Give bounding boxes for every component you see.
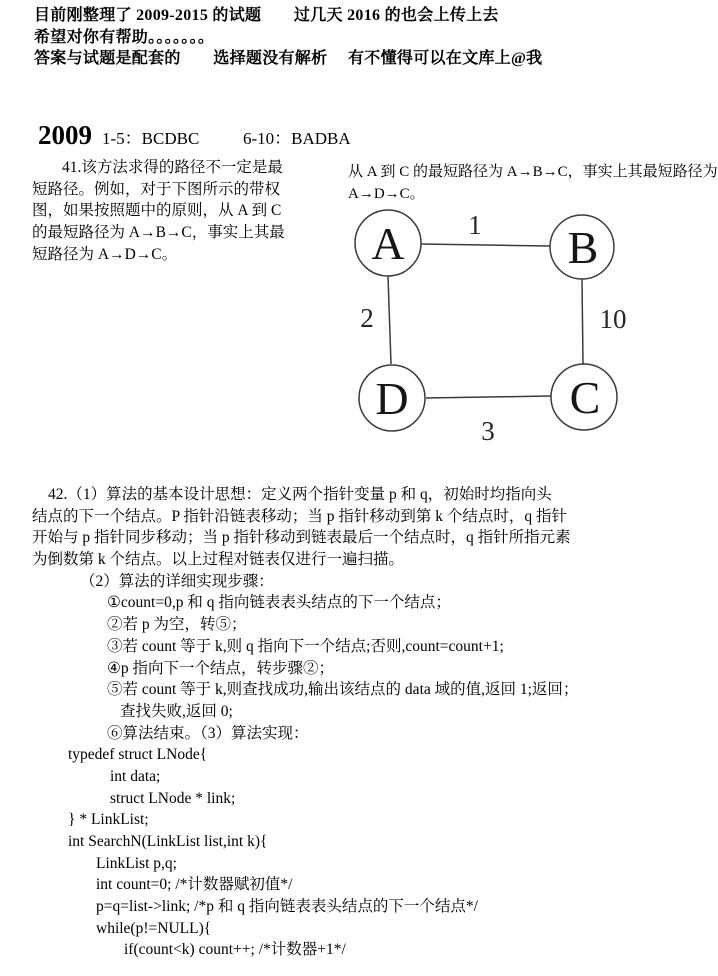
answer-key-year: 2009 [38,120,92,150]
question42-step-line: ③若 count 等于 k,则 q 指向下一个结点;否则,count=count+1; [107,637,504,655]
question42-line: 开始与 p 指针同步移动；当 p 指针移动到链表最后一个结点时，q 指针所指元素 [32,529,571,547]
side-note-line: A→D→C。 [348,186,425,202]
question42-section [32,484,700,961]
weighted-graph-figure [346,206,646,451]
side-note-line: 从 A 到 C 的最短路径为 A→B→C，事实上其最短路径为 [348,164,718,180]
question41-line: 图，如果按照题中的原则，从 A 到 C [32,202,282,220]
graph-node-a-label: A [371,218,405,269]
question42-step-line: 查找失败,返回 0; [120,702,233,720]
question42-step-line: ④p 指向下一个结点，转步骤②； [107,659,335,677]
question41-line: 的最短路径为 A→B→C，事实上其最 [32,224,285,242]
edge-weight-dc: 3 [481,416,495,446]
header-note-line: 希望对你有帮助。。。。。。。 [34,28,215,46]
graph-edge-bc [582,279,583,364]
edge-weight-bc: 10 [599,304,627,334]
header-note-line: 答案与试题是配套的 选择题没有解析 有不懂得可以在文库上@我 [34,50,543,68]
question42-code-line: int SearchN(LinkList list,int k){ [68,833,268,850]
answer-key-1-5: 1-5：BCDBC [102,129,200,148]
graph-edge-ad [388,276,391,364]
question41-line: 41.该方法求得的路径不一定是最 [62,159,283,176]
question42-code-line: struct LNode * link; [110,789,236,807]
question42-code-line: int count=0; /*计数器赋初值*/ [96,876,293,894]
graph-edge-ab [421,244,550,246]
question42-code-line: LinkList p,q; [96,854,177,872]
question42-line: 结点的下一个结点。P 指针沿链表移动；当 p 指针移动到第 k 个结点时，q 指针 [32,507,568,525]
question42-code-line: while(p!=NULL){ [96,919,212,937]
graph-node-c-label: C [569,372,601,423]
question42-code-line: int data; [110,767,161,785]
question42-line: （2）算法的详细实现步骤： [80,572,274,590]
header-note-line: 目前刚整理了 2009-2015 的试题 过几天 2016 的也会上传上去 [34,7,499,24]
graph-edge-dc [426,396,551,398]
question42-step-line: ⑥算法结束。（3）算法实现： [107,724,309,742]
question42-line: 42.（1）算法的基本设计思想：定义两个指针变量 p 和 q，初始时均指向头 [48,486,552,503]
question41-paragraph [32,157,350,265]
question41-line: 短路径。例如，对于下图所示的带权 [32,180,281,198]
question41-side-note [348,161,716,205]
question42-code-line: } * LinkList; [68,811,149,829]
question42-step-line: ⑤若 count 等于 k,则查找成功,输出该结点的 data 域的值,返回 1;返回； [107,681,579,699]
edge-weight-ad: 2 [360,303,374,333]
edge-weight-ab: 1 [468,210,482,240]
question42-code-line: typedef struct LNode{ [68,746,208,764]
graph-node-b-label: B [567,222,599,273]
question42-step-line: ①count=0,p 和 q 指向链表表头结点的下一个结点； [107,594,451,612]
question42-code-line: if(count<k) count++; /*计数器+1*/ [124,941,346,959]
answer-key-6-10: 6-10：BADBA [243,129,351,148]
question42-step-line: ②若 p 为空，转⑤； [107,616,247,634]
question41-line: 短路径为 A→D→C。 [32,245,178,263]
graph-node-d-label: D [375,373,409,424]
question42-line: 为倒数第 k 个结点。以上过程对链表仅进行一遍扫描。 [32,551,405,569]
header-notes [34,5,542,70]
question42-code-line: p=q=list->link; /*p 和 q 指向链表表头结点的下一个结点*/ [96,898,478,916]
